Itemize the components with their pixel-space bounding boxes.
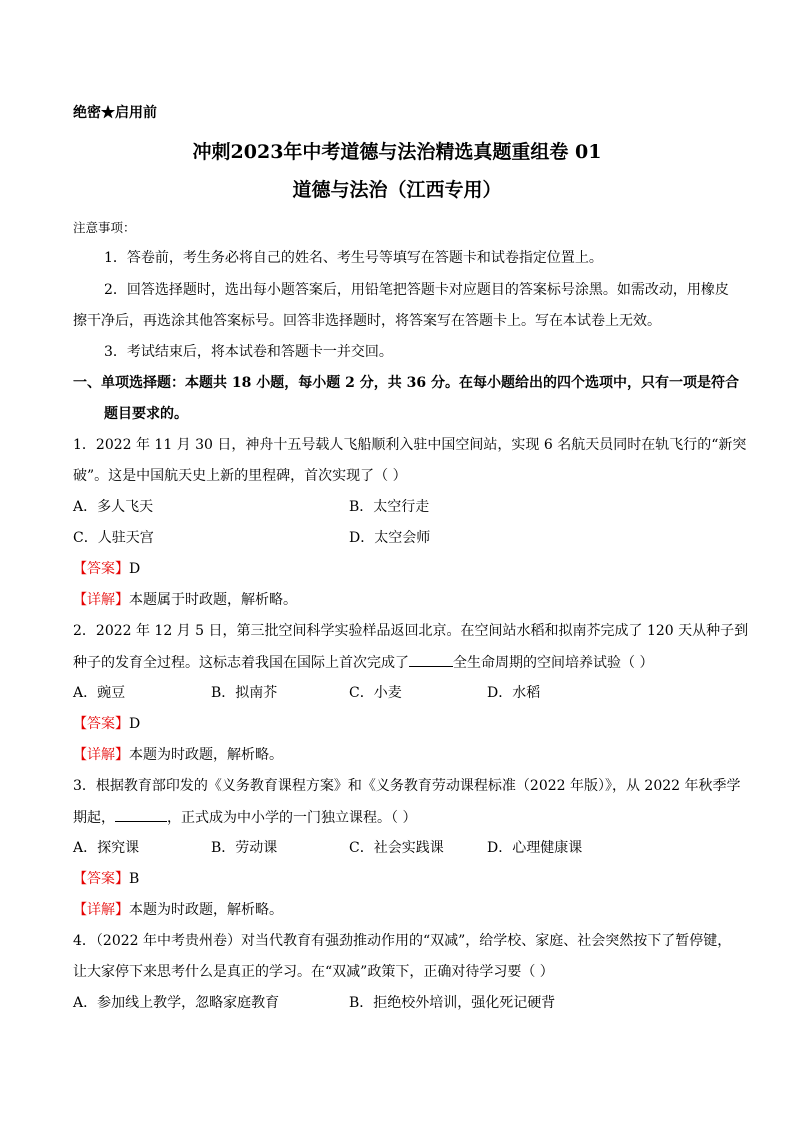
page-subtitle: 道德与法治（江西专用） <box>292 179 502 201</box>
detail-text: 本题为时政题，解析略。 <box>129 902 283 918</box>
answer-value: D <box>129 561 141 577</box>
page-title: 冲刺2023年中考道德与法治精选真题重组卷 01 <box>192 141 602 163</box>
question-2-text: 2．2022 年 12 月 5 日，第三批空间科学实验样品返回北京。在空间站水稻和拟南芥完成了 120 天从种子到 <box>73 623 749 639</box>
question-3-option-d: D．心理健康课 <box>487 840 583 856</box>
question-4-text: 4．（2022 年中考贵州卷）对当代教育有强劲推动作用的“双减”，给学校、家庭、社会突然按下了暂停键， <box>73 933 732 949</box>
answer-value: D <box>129 716 141 732</box>
answer-label: 【答案】 <box>73 561 129 577</box>
question-2-option-b: B．拟南芥 <box>211 685 278 701</box>
question-2-option-d: D．水稻 <box>487 685 541 701</box>
notice-item-2: 2．回答选择题时，选出每小题答案后，用铅笔把答题卡对应题目的答案标号涂黑。如需改动，用橡皮 <box>104 282 729 298</box>
question-1-text-cont: 破”。这是中国航天史上新的里程碑，首次实现了（ ） <box>73 468 407 484</box>
question-3-text-cont <box>73 807 416 828</box>
notice-heading: 注意事项： <box>73 220 136 235</box>
question-3-detail <box>73 900 283 920</box>
question-3-text-part-a: 期起， <box>73 810 115 826</box>
question-2-detail <box>73 745 283 765</box>
fill-blank <box>115 807 167 822</box>
question-1-detail <box>73 590 297 610</box>
question-2-answer <box>73 714 140 734</box>
question-1-option-b: B．太空行走 <box>349 499 430 515</box>
question-1-answer <box>73 559 140 579</box>
question-3-text: 3．根据教育部印发的《义务教育课程方案》和《义务教育劳动课程标准（2022 年版）》，从 2022 年秋季学 <box>73 778 741 794</box>
question-4-option-a: A．参加线上教学，忽略家庭教育 <box>73 995 280 1011</box>
notice-item-2-cont: 擦干净后，再选涂其他答案标号。回答非选择题时，将答案写在答题卡上。写在本试卷上无效。 <box>73 313 661 329</box>
question-4-option-b: B．拒绝校外培训，强化死记硬背 <box>349 995 556 1011</box>
detail-label: 【详解】 <box>73 902 129 918</box>
notice-item-3: 3．考试结束后，将本试卷和答题卡一并交回。 <box>104 344 393 360</box>
question-3-option-b: B．劳动课 <box>211 840 278 856</box>
question-1-text: 1．2022 年 11 月 30 日，神舟十五号载人飞船顺利入驻中国空间站，实现 6 名航天员同时在轨飞行的“新突 <box>73 437 747 453</box>
notice-item-1: 1．答卷前，考生务必将自己的姓名、考生号等填写在答题卡和试卷指定位置上。 <box>104 250 603 266</box>
question-2-text-cont <box>73 652 653 673</box>
question-2-option-c: C．小麦 <box>349 685 402 701</box>
detail-label: 【详解】 <box>73 592 129 608</box>
question-4-text-cont: 让大家停下来思考什么是真正的学习。在“双减”政策下，正确对待学习要（ ） <box>73 964 554 980</box>
question-3-option-a: A．探究课 <box>73 840 140 856</box>
question-3-text-part-b: ，正式成为中小学的一门独立课程。（ ） <box>167 810 417 826</box>
question-2-text-part-b: 全生命周期的空间培养试验（ ） <box>453 655 654 671</box>
section-heading: 一、单项选择题：本题共 18 小题，每小题 2 分，共 36 分。在每小题给出的四个选项中，只有一项是符合 <box>73 375 739 391</box>
confidential-mark: 绝密★启用前 <box>73 105 157 121</box>
answer-value: B <box>129 871 140 887</box>
question-1-option-a: A．多人飞天 <box>73 499 154 515</box>
answer-label: 【答案】 <box>73 871 129 887</box>
question-3-option-c: C．社会实践课 <box>349 840 444 856</box>
question-3-answer <box>73 869 139 889</box>
question-1-option-c: C．人驻天宫 <box>73 530 154 546</box>
answer-label: 【答案】 <box>73 716 129 732</box>
question-2-option-a: A．豌豆 <box>73 685 126 701</box>
fill-blank <box>409 652 453 667</box>
question-2-text-part-a: 种子的发育全过程。这标志着我国在国际上首次完成了 <box>73 655 409 671</box>
detail-text: 本题为时政题，解析略。 <box>129 747 283 763</box>
detail-label: 【详解】 <box>73 747 129 763</box>
section-heading-cont: 题目要求的。 <box>104 406 188 422</box>
question-1-option-d: D．太空会师 <box>349 530 431 546</box>
detail-text: 本题属于时政题，解析略。 <box>129 592 297 608</box>
